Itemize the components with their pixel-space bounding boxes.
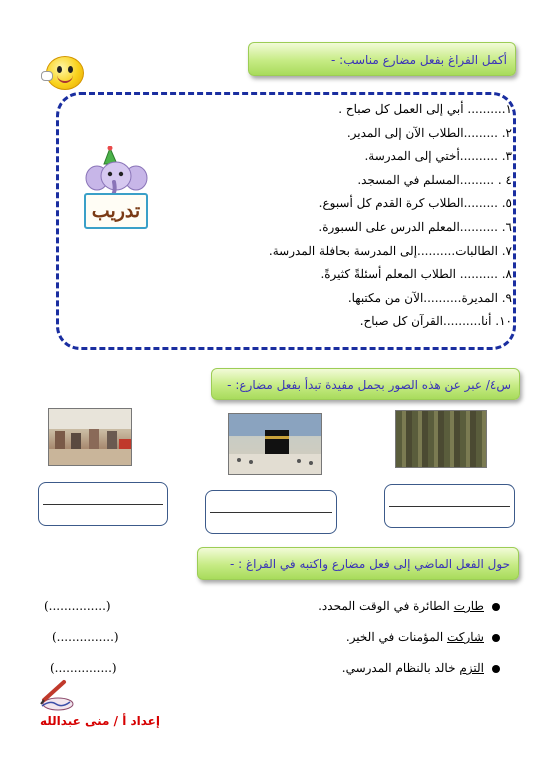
pen-writing-icon [36,678,76,712]
practice-sign: تدريب [84,193,148,229]
sentence-rest: المؤمنات في الخير. [345,630,447,644]
answer-box[interactable] [38,482,168,526]
bullet-icon [492,634,500,642]
past-verb: طارت [453,599,484,613]
kaaba-photo [228,413,322,475]
past-verb: شاركت [446,630,484,644]
list-item: ٤ . .........المسلم في المسجد. [357,172,512,187]
fill-in-sentence-list [152,98,512,334]
sentence-rest: الطائرة في الوقت المحدد. [318,599,454,613]
list-item [30,593,500,624]
list-item: ٧. الطالبات..........إلى المدرسة بحافلة المدرسة. [268,243,512,258]
verb-conversion-list [30,593,500,686]
list-item: ٨. .......... الطلاب المعلم أسئلةً كثيرةً. [320,267,512,282]
section2-title: س٤/ عبر عن هذه الصور بجمل مفيدة تبدأ بفعل مضارع: - [211,368,520,400]
smiley-clock-icon [46,56,84,90]
list-item: ٦. ..........المعلم الدرس على السبورة. [318,219,512,234]
bullet-icon [492,665,500,673]
answer-blank[interactable]: (...............) [44,599,111,613]
classroom-photo [48,408,132,466]
soldiers-photo [395,410,487,468]
author-credit: إعداد أ / منى عبدالله [39,714,160,728]
list-item: ٢. .........الطلاب الآن إلى المدير. [346,125,512,140]
section3-title: حول الفعل الماضي إلى فعل مضارع واكتبه في الفراغ : - [197,547,519,580]
past-verb: التزم [459,661,484,675]
list-item: ٩. المديرة..........الآن من مكتبها. [347,290,512,305]
answer-box[interactable] [384,484,515,528]
list-item [30,655,500,686]
list-item: ١٠. أنا..........القرآن كل صباح. [359,314,512,329]
list-item: ١.......... أبي إلى العمل كل صباح . [338,102,512,116]
sentence-rest: خالد بالنظام المدرسي. [341,661,460,675]
answer-blank[interactable]: (...............) [52,630,119,644]
bullet-icon [492,603,500,611]
section1-title: أكمل الفراغ بفعل مضارع مناسب: - [248,42,516,76]
answer-box[interactable] [205,490,337,534]
list-item: ٥. .........الطلاب كرة القدم كل أسبوع. [318,196,512,211]
list-item [30,624,500,655]
answer-blank[interactable]: (...............) [50,661,117,675]
list-item: ٣. ..........أختي إلى المدرسة. [364,149,512,164]
